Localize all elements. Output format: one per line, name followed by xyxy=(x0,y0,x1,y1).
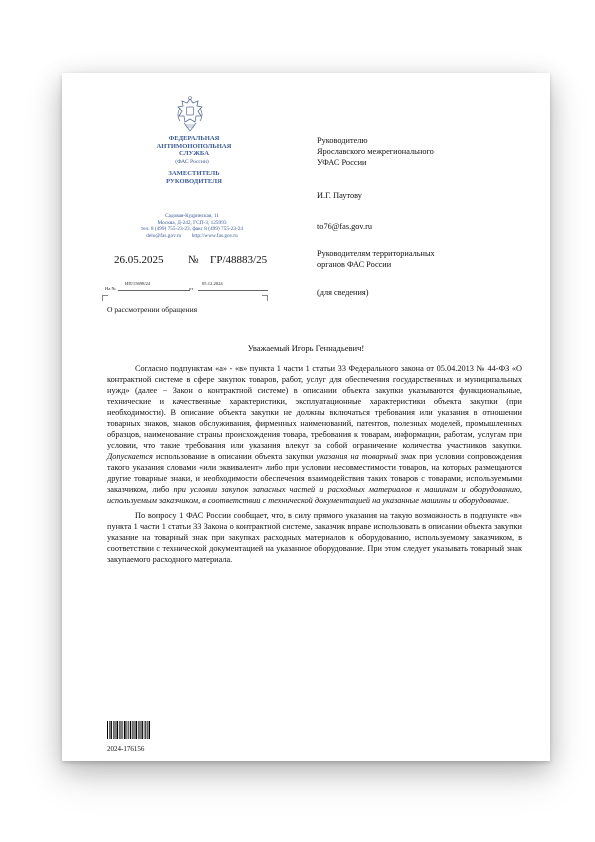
address-line: тел. 8 (499) 755-23-23, факс 8 (499) 755-23-24 xyxy=(140,226,244,233)
address-line: Москва, Д-242, ГСП-3, 125993 xyxy=(157,219,227,226)
text-run-italic: при условии закупок запасных частей и расходных материалов к машинам и оборудованию, используемым заказчиком, в соответствии с технической документацией на указанные машины и оборудование xyxy=(107,485,522,505)
corner-mark xyxy=(102,295,108,301)
position-line: ЗАМЕСТИТЕЛЬ xyxy=(168,170,220,177)
recipient-line: УФАС России xyxy=(317,158,367,167)
text-run-italic: Допускается xyxy=(107,452,153,461)
letter-body xyxy=(107,363,522,565)
org-line: СЛУЖБА xyxy=(179,150,209,158)
recipient-line: органов ФАС России xyxy=(317,260,392,269)
org-short: (ФАС России) xyxy=(175,159,209,165)
corner-mark xyxy=(262,295,268,301)
recipient-line: Руководителю xyxy=(317,136,368,145)
org-name xyxy=(138,135,250,158)
position-line: РУКОВОДИТЕЛЯ xyxy=(166,177,222,185)
ref-number-underline xyxy=(118,290,190,291)
greeting: Уважаемый Игорь Геннадьевич! xyxy=(247,343,365,353)
ref-date-underline xyxy=(198,290,268,291)
org-line: АНТИМОНОПОЛЬНАЯ xyxy=(156,142,232,150)
paragraph: По вопросу 1 ФАС России сообщает, что, в силу прямого указания на такую возможность в подпункте «в» пункта 1 части 1 статьи 33 Закона о контрактной системе, заказчик вправе использовать в описании объекта закупки указание на товарный знак при закупках расходных материалов к оборудованию, используемому заказчиком, в соответствии с технической документацией на указанное оборудование. При этом следует указывать товарный знак закупаемого расходного материала. xyxy=(107,511,522,564)
state-emblem-icon xyxy=(172,95,208,133)
text-run: . xyxy=(506,496,509,505)
text-run: Согласно подпунктам «а» - «в» пункта 1 части 1 статьи 33 Федерального закона от 05.04.2013 № 44-ФЗ «О контрактной системе в сфере закупок товаров, работ, услуг для обеспечения государственных и муниципальных нужд» (далее − Закон о контрактной системе) в описании объекта закупки указываются функциональные, технические и качественные характеристики, эксплуатационные характеристики объекта закупки (при необходимости). В описание объекта закупки не должны включаться требования или указания в отношении товарных знаков, знаков обслуживания, фирменных наименований, патентов, полезных моделей, промышленных образцов, наименование страны происхождения товара, требования к товарам, информации, работам, услугам при условии, что такие требования или указания влекут за собой ограничение количества участников закупки. xyxy=(107,364,522,450)
recipient-line: Ярославского межрегионального xyxy=(317,147,434,156)
address-line: Садовая-Кудринская, 11 xyxy=(164,213,220,219)
registration-number: ГР/48883/25 xyxy=(210,254,268,266)
recipient-block xyxy=(317,135,434,168)
recipient-block-2 xyxy=(317,248,435,270)
text-run: при условии сопровождения такого указания словами «или эквивалент» либо при условии несовместимости товаров, на которых размещаются другие товарные знаки, и необходимости обеспечения взаимодействия таких товаров с товарами, используемыми заказчиком, либо xyxy=(107,452,523,494)
position-title xyxy=(138,170,250,185)
number-sign: № xyxy=(188,254,199,266)
recipient-line: Руководителям территориальных xyxy=(317,249,435,258)
recipient-name: И.Г. Паутову xyxy=(317,191,362,200)
text-run-italic: указания на товарный знак xyxy=(316,452,417,461)
recipient-note: (для сведения) xyxy=(317,288,369,297)
document-page xyxy=(62,73,550,761)
ref-from: от xyxy=(189,286,194,291)
text-run: использование в описании объекта закупки xyxy=(152,452,317,461)
org-address xyxy=(122,213,262,239)
subject-line: О рассмотрении обращения xyxy=(107,305,198,314)
recipient-email: to76@fas.gov.ru xyxy=(317,222,373,231)
address-line: delo@fas.gov.ru http://www.fas.gov.ru xyxy=(146,232,238,239)
ref-date: 05.12.2024 xyxy=(202,281,223,286)
paragraph xyxy=(107,363,522,506)
barcode-number: 2024-176156 xyxy=(107,745,145,753)
ref-prefix: На № xyxy=(105,286,116,291)
org-line: ФЕДЕРАЛЬНАЯ xyxy=(168,135,220,142)
registration-date: 26.05.2025 xyxy=(114,254,164,266)
barcode xyxy=(107,721,151,739)
ref-number: ИП/15698/24 xyxy=(125,281,151,286)
